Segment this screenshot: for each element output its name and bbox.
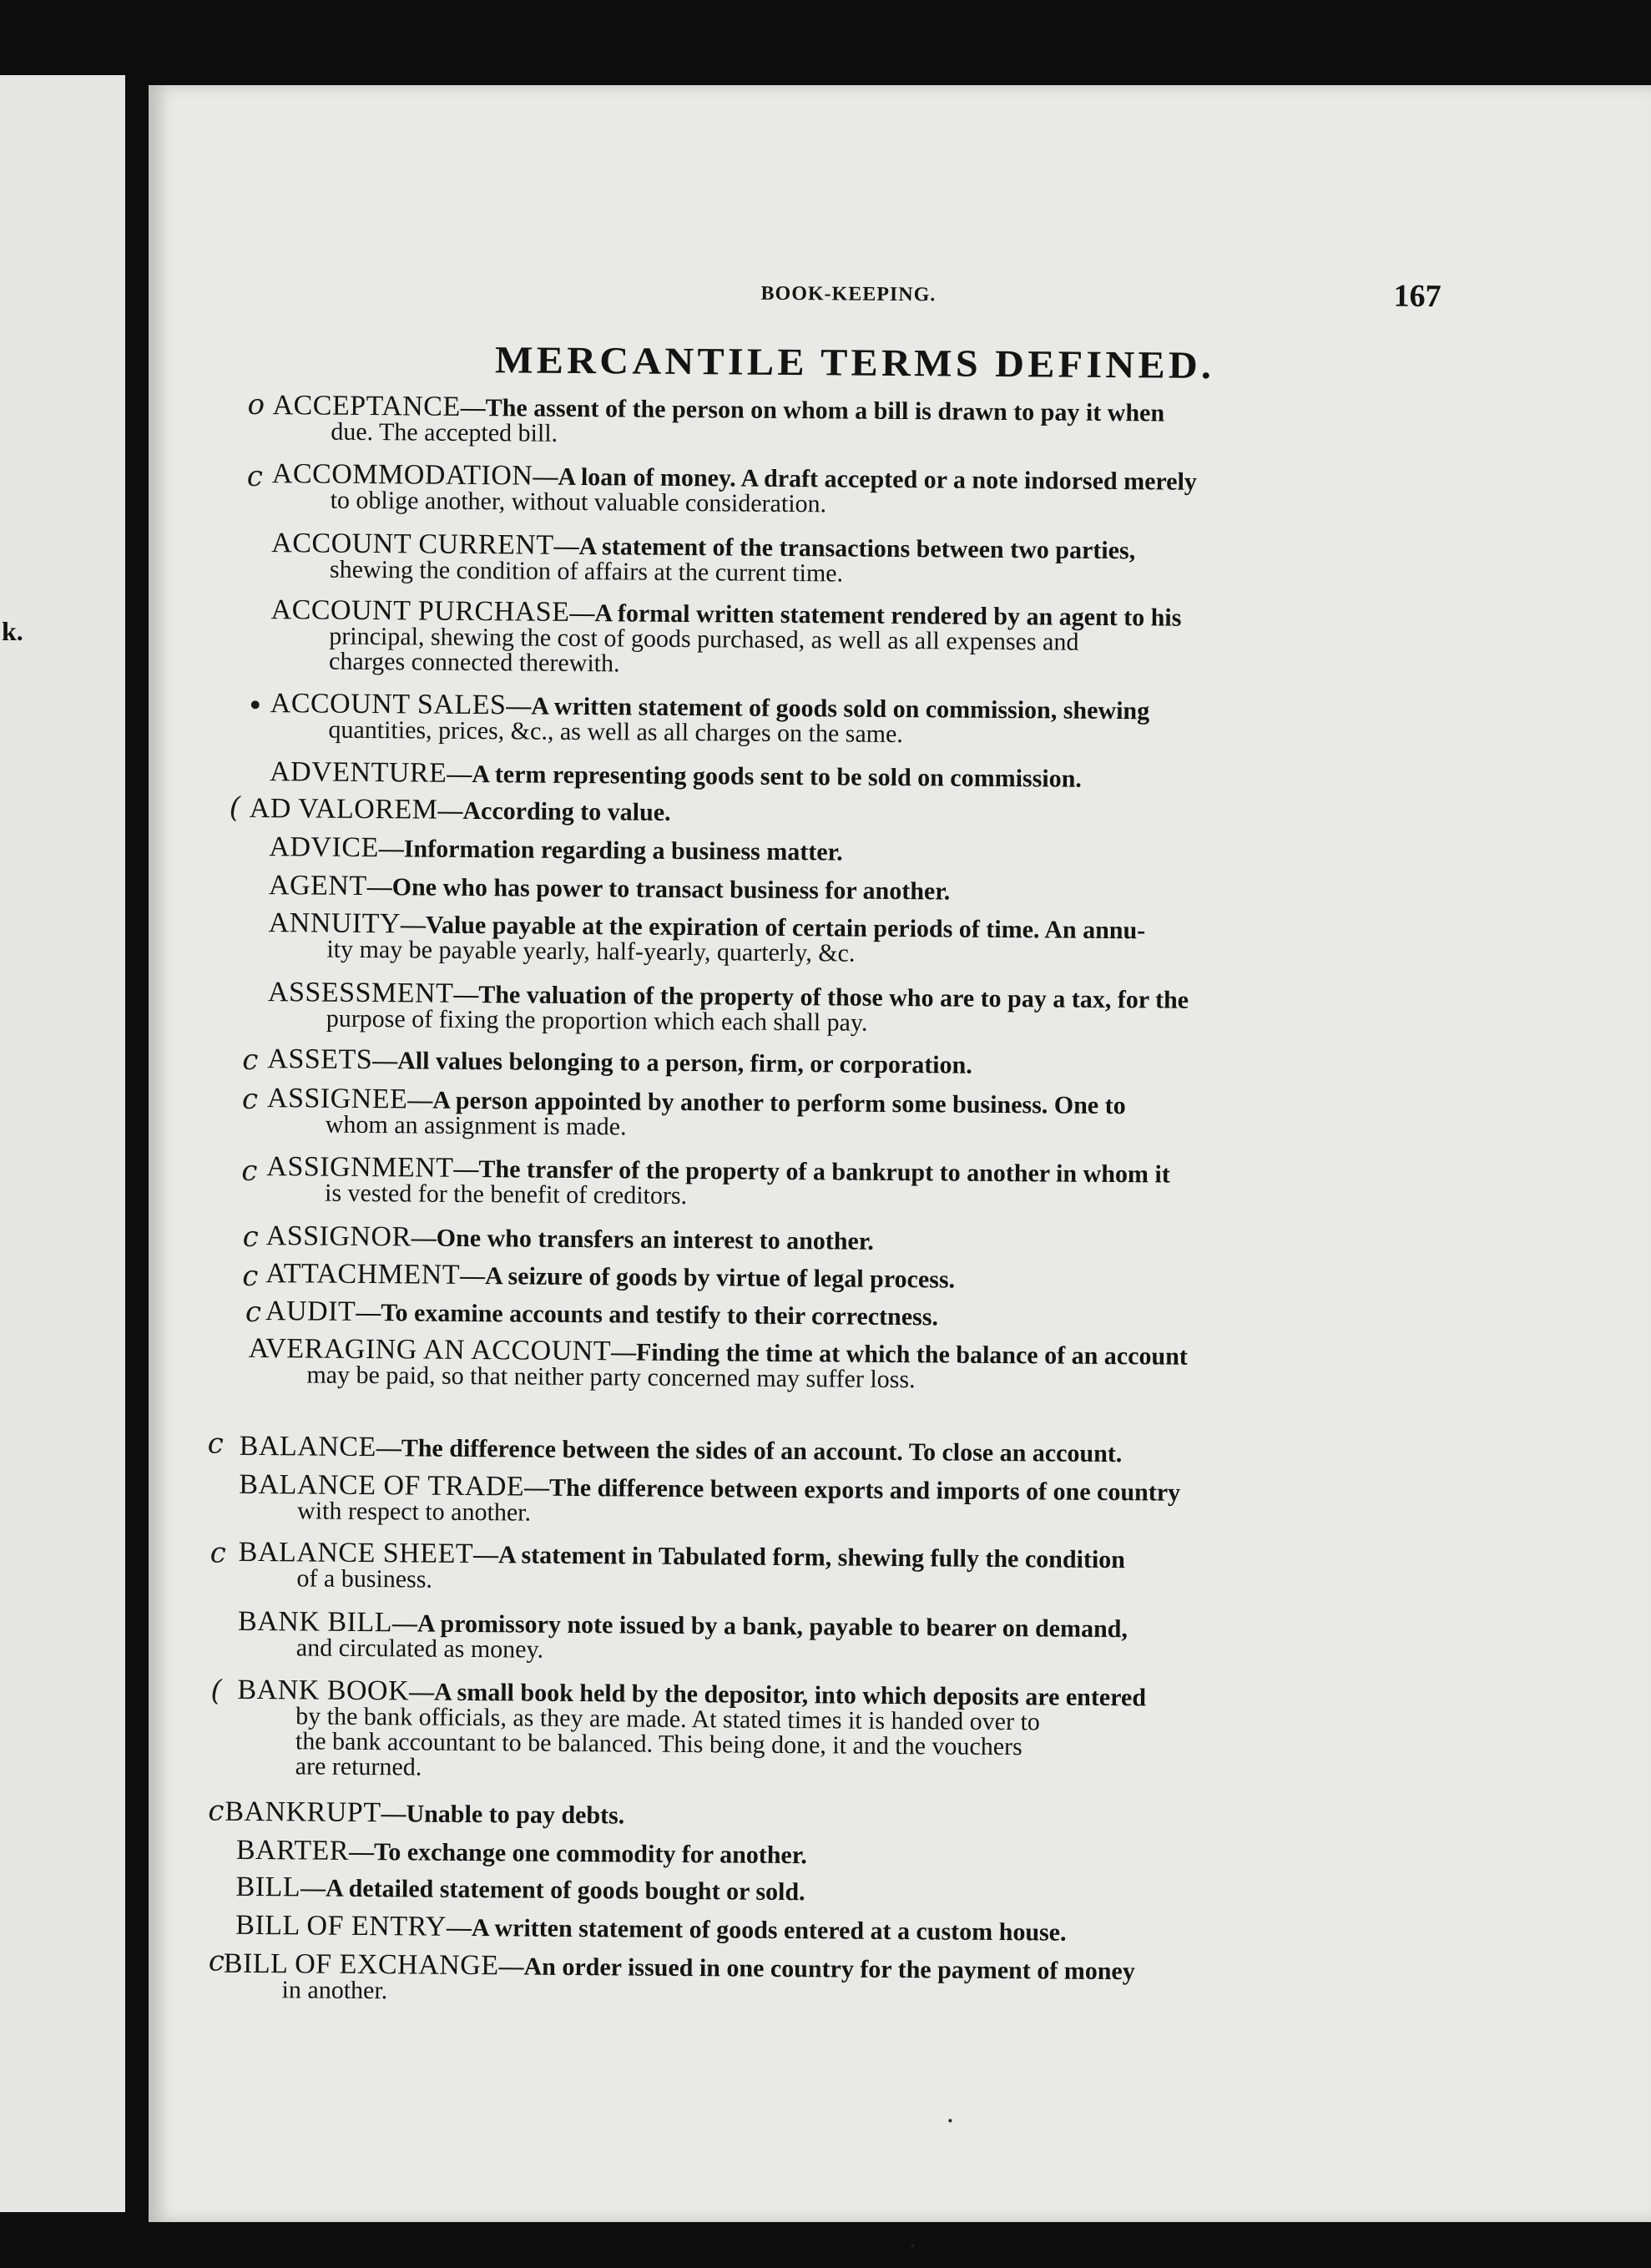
adjacent-page-text-fragment: k. [2,616,23,646]
entry-term: BILL [235,1871,301,1903]
glossary-entry [272,390,1165,451]
entry-definition: —A detailed statement of goods bought or sold. [300,1874,805,1907]
entry-continuation-line: charges connected therewith. [328,647,620,678]
glossary-entry [238,1536,1126,1598]
entry-term: ATTACHMENT [265,1258,461,1291]
handwritten-margin-mark: c [241,1154,258,1188]
handwritten-margin-mark: c [207,1427,224,1461]
page-content [133,79,1651,2228]
entry-definition: —A loan of money. A draft accepted or a note indorsed merely [533,462,1198,496]
entry-continuation-line: ity may be payable yearly, half-yearly, quarterly, &c. [326,935,856,967]
handwritten-margin-mark: • [246,689,264,724]
entry-term: BANK BOOK [237,1674,410,1707]
glossary-entry [239,1468,1181,1531]
glossary-entries [133,79,1651,2228]
entry-definition: —A statement of the transactions between two parties, [553,532,1136,565]
entry-first-line [265,1296,939,1331]
entry-first-line [269,831,843,866]
entry-definition: —One who transfers an interest to another. [411,1224,875,1255]
handwritten-margin-mark: ( [210,1674,222,1708]
entry-term: BILL OF ENTRY [235,1909,447,1942]
handwritten-margin-mark: c [242,1043,259,1077]
entry-first-line [235,1909,1067,1947]
entry-continuation-line: whom an assignment is made. [325,1110,627,1141]
entry-definition: —The assent of the person on whom a bill is drawn to pay it when [460,393,1165,427]
glossary-entry [267,977,1189,1038]
entry-continuation-line: shewing the condition of affairs at the current time. [329,555,844,588]
entry-continuation-line: of a business. [296,1564,433,1594]
entry-continuation-line: is vested for the benefit of creditors. [324,1179,688,1210]
entry-definition: —Finding the time at which the balance of an account [610,1338,1188,1371]
print-speck [948,2119,952,2123]
page-number: 167 [1393,278,1441,315]
entry-continuation-line: in another. [281,1976,388,2005]
entry-term: ACCOMMODATION [271,458,533,492]
entry-definition: —Value payable at the expiration of certain periods of time. An annu- [400,911,1146,945]
entry-term: ACCOUNT CURRENT [271,528,554,561]
adjacent-page-edge [0,75,125,2212]
glossary-entry [266,1083,1126,1144]
entry-definition: —The transfer of the property of a bankrupt to another in whom it [453,1154,1170,1189]
entry-term: AGENT [268,870,367,902]
entry-definition: —The difference between the sides of an account. To close an account. [376,1434,1123,1468]
glossary-entry [235,1834,808,1870]
entry-continuation-line: quantities, prices, &c., as well as all charges on the same. [328,715,903,749]
entry-term: ASSIGNEE [266,1083,408,1115]
entry-continuation-line: by the bank officials, as they are made. At stated times it is handed over to [295,1702,1041,1736]
entry-definition: —Information regarding a business matter. [378,835,843,866]
glossary-entry [267,1043,972,1079]
glossary-entry [266,1151,1170,1212]
entry-definition: —The difference between exports and imports of one country [523,1473,1181,1507]
glossary-entry [225,1796,625,1830]
handwritten-margin-mark: o [247,387,265,422]
entry-term: BALANCE SHEET [238,1536,474,1570]
entry-definition: —Unable to pay debts. [381,1800,625,1830]
entry-definition: —All values belonging to a person, firm, or corporation. [372,1047,972,1079]
entry-definition: —A term representing goods sent to be sold on commission. [447,760,1083,793]
glossary-entry [271,458,1198,520]
glossary-entry [265,1296,939,1331]
entry-continuation-line: the bank accountant to be balanced. This being done, it and the vouchers [295,1727,1022,1761]
entry-term: ASSESSMENT [267,977,454,1009]
entry-continuation-line: may be paid, so that neither party concerned may suffer loss. [306,1361,916,1394]
entry-definition: —One who has power to transact business for another. [366,873,951,906]
entry-first-line [235,1871,805,1907]
entry-term: ASSIGNMENT [266,1151,454,1184]
entry-first-line [267,1043,972,1079]
entry-first-line [225,1796,625,1830]
glossary-entry [249,792,671,826]
entry-first-line [239,1430,1123,1468]
glossary-entry [237,1674,1147,1786]
glossary-entry [265,1258,956,1294]
entry-definition: —A written statement of goods entered at a custom house. [446,1913,1067,1947]
running-head: BOOK-KEEPING. [760,282,937,306]
handwritten-margin-mark: c [242,1259,259,1294]
glossary-entry [223,1947,1135,2010]
entry-definition: —A promissory note issued by a bank, payable to bearer on demand, [391,1609,1128,1644]
glossary-entry [268,907,1146,968]
entry-first-line [235,1834,808,1870]
entry-continuation-line: purpose of fixing the proportion which each shall pay. [326,1004,868,1037]
glossary-entry [270,688,1150,749]
glossary-entry [269,831,843,866]
handwritten-margin-mark: c [210,1536,226,1570]
book-page [149,85,1651,2222]
entry-term: AVERAGING AN ACCOUNT [248,1332,612,1367]
glossary-entry [235,1871,805,1907]
entry-term: ACCOUNT SALES [270,688,507,721]
glossary-entry [265,1220,875,1255]
entry-continuation-line: due. The accepted bill. [331,417,558,447]
page-title: MERCANTILE TERMS DEFINED. [494,338,1215,386]
entry-definition: —To examine accounts and testify to their correctness. [356,1298,939,1331]
entry-definition: —A seizure of goods by virtue of legal process. [459,1261,956,1294]
entry-continuation-line: are returned. [295,1752,422,1781]
entry-term: ADVICE [269,831,379,864]
entry-term: ASSIGNOR [265,1220,411,1253]
entry-definition: —A person appointed by another to perform some business. One to [407,1086,1126,1120]
entry-term: BILL OF EXCHANGE [223,1947,499,1982]
entry-continuation-line: and circulated as money. [295,1634,544,1664]
entry-term: ANNUITY [268,907,401,940]
handwritten-margin-mark: c [242,1220,259,1255]
handwritten-margin-mark: c [241,1082,259,1116]
glossary-entry [270,594,1182,681]
entry-definition: —An order issued in one country for the payment of money [498,1952,1135,1986]
entry-term: AD VALOREM [249,792,438,826]
entry-first-line [249,792,671,826]
entry-definition: —A small book held by the depositor, into which deposits are entered [408,1678,1147,1712]
entry-definition: —A formal written statement rendered by an agent to his [569,599,1182,632]
glossary-entry [239,1430,1123,1468]
print-speck [911,2244,914,2247]
handwritten-margin-mark: c [208,1944,225,1978]
glossary-entry [271,528,1136,588]
entry-term: ADVENTURE [269,756,447,789]
entry-continuation-line: principal, shewing the cost of goods purchased, as well as all expenses and [329,622,1079,656]
entry-term: BARTER [235,1834,350,1866]
entry-definition: —A written statement of goods sold on commission, shewing [506,692,1150,725]
entry-continuation-line: with respect to another. [297,1497,532,1527]
entry-term: BANKRUPT [225,1796,381,1829]
glossary-entry [235,1909,1067,1947]
handwritten-margin-mark: c [245,1295,262,1330]
entry-term: ACCEPTANCE [272,390,461,422]
entry-term: ACCOUNT PURCHASE [270,594,570,628]
handwritten-margin-mark: c [208,1794,225,1828]
entry-term: BANK BILL [237,1605,393,1639]
entry-continuation-line: to oblige another, without valuable consideration. [330,486,827,518]
entry-term: BALANCE OF TRADE [239,1468,525,1503]
glossary-entry [268,870,951,906]
entry-definition: —To exchange one commodity for another. [348,1837,808,1870]
glossary-entry [237,1605,1128,1667]
entry-term: ASSETS [267,1043,373,1076]
glossary-entry [269,756,1083,793]
entry-definition: —A statement in Tabulated form, shewing fully the condition [472,1541,1126,1574]
entry-first-line [269,756,1083,793]
handwritten-margin-mark: ( [229,791,241,825]
glossary-entry [248,1332,1188,1395]
entry-definition: —The valuation of the property of those who are to pay a tax, for the [453,980,1189,1014]
handwritten-margin-mark: c [246,459,264,494]
entry-term: BALANCE [239,1430,376,1463]
entry-term: AUDIT [265,1296,356,1327]
entry-first-line [265,1258,956,1294]
entry-definition: —According to value. [437,796,671,826]
entry-first-line [268,870,951,906]
entry-first-line [265,1220,875,1255]
